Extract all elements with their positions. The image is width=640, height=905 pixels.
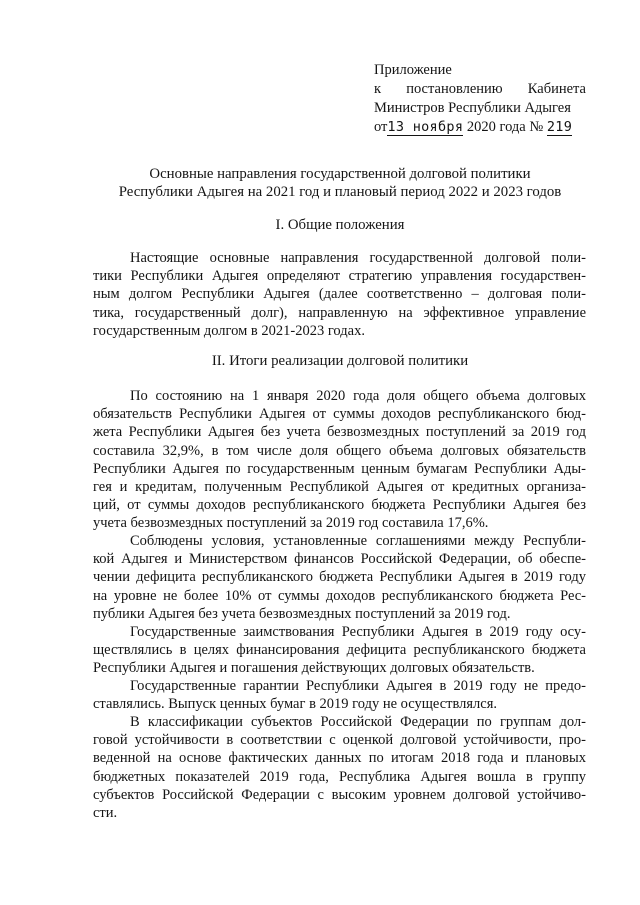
text-line: Соблюдены условия, установленные соглашениями между Республи- bbox=[130, 533, 586, 549]
text-line: тики Республики Адыгея определяют стратегию управления государствен- bbox=[93, 268, 586, 285]
paragraph-debt-share bbox=[93, 387, 586, 533]
text-line: ным долгом Республики Адыгея (далее соответственно – долговая поли- bbox=[93, 286, 586, 303]
appendix-ministry: Министров Республики Адыгея bbox=[374, 100, 571, 116]
text-line: обязательств Республики Адыгея от суммы доходов республиканского бюд- bbox=[93, 406, 586, 423]
text-line: субъектов Российской Федерации с высоким уровнем долговой устойчиво- bbox=[93, 786, 586, 803]
text-line: В классификации субъектов Российской Федерации по группам дол- bbox=[130, 714, 586, 730]
text-line: говой устойчивости в соответствии с оценкой долговой устойчивости, про- bbox=[93, 732, 586, 749]
text-line: на уровне не более 10% от суммы доходов республиканского бюджета Рес- bbox=[93, 587, 586, 604]
document-title bbox=[80, 165, 600, 201]
appendix-block bbox=[374, 61, 586, 137]
text-line: бюджетных показателей 2019 года, Республика Адыгея вошла в группу bbox=[93, 768, 586, 785]
text-line: По состоянию на 1 января 2020 года доля общего объема долговых bbox=[130, 388, 586, 404]
text-line: ществлялись в целях финансирования дефицита республиканского бюджета bbox=[93, 642, 586, 659]
text-line: Государственные заимствования Республики Адыгея в 2019 году осу- bbox=[130, 624, 586, 640]
appendix-label: Приложение bbox=[374, 62, 452, 78]
handwritten-number: 219 bbox=[546, 119, 573, 135]
text-line: сти. bbox=[93, 805, 118, 822]
paragraph-agreements bbox=[93, 532, 586, 623]
text-line: ставлялись. Выпуск ценных бумаг в 2019 году не осуществлялся. bbox=[93, 696, 498, 713]
date-suffix: 2020 года № bbox=[466, 119, 544, 135]
appendix-word: постановлению bbox=[406, 81, 503, 97]
text-line: веденной на основе фактических данных по итогам 2018 года и плановых bbox=[93, 750, 586, 767]
paragraph-guarantees bbox=[93, 677, 586, 713]
paragraph-intro bbox=[93, 249, 586, 340]
section-heading-1: I. Общие положения bbox=[275, 217, 405, 233]
text-line: Республики Адыгея и погашения действующих долговых обязательств. bbox=[93, 660, 535, 677]
title-line: Основные направления государственной долговой политики bbox=[149, 166, 531, 182]
text-line: кой Адыгея и Министерством финансов Российской Федерации, об обеспе- bbox=[93, 551, 586, 568]
date-prefix: от bbox=[374, 119, 388, 135]
handwritten-date: 13 ноября bbox=[387, 119, 464, 135]
text-line: учета безвозмездных поступлений за 2019 год составила 17,6%. bbox=[93, 515, 489, 532]
appendix-word: Кабинета bbox=[527, 81, 586, 97]
section-heading-2: II. Итоги реализации долговой политики bbox=[211, 353, 469, 369]
text-line: государственным долгом в 2021-2023 годах. bbox=[93, 322, 365, 339]
text-line: Государственные гарантии Республики Адыгея в 2019 году не предо- bbox=[130, 678, 586, 694]
paragraph-classification bbox=[93, 713, 586, 822]
text-line: составила 32,9%, в том числе доля общего объема долговых обязательств bbox=[93, 442, 586, 459]
appendix-resolution-line bbox=[374, 80, 586, 99]
text-line: жета Республики Адыгея без учета безвозмездных поступлений за 2019 год bbox=[93, 424, 586, 441]
text-line: тика, государственный долг), направленную на эффективное управление bbox=[93, 304, 586, 321]
appendix-date-line bbox=[374, 118, 586, 137]
text-line: Настоящие основные направления государственной долговой поли- bbox=[130, 250, 586, 266]
text-line: Республики Адыгея по государственным ценным бумагам Республики Ады- bbox=[93, 460, 586, 477]
text-line: публики Адыгея без учета безвозмездных поступлений за 2019 год. bbox=[93, 605, 511, 622]
title-line: Республики Адыгея на 2021 год и плановый период 2022 и 2023 годов bbox=[118, 184, 562, 200]
paragraph-borrowings bbox=[93, 623, 586, 678]
text-line: ций, от суммы доходов республиканского бюджета Республики Адыгея без bbox=[93, 497, 586, 514]
text-line: чении дефицита республиканского бюджета Республики Адыгея в 2019 году bbox=[93, 569, 586, 586]
text-line: гея и кредитам, полученным Республикой Адыгея от кредитных организа- bbox=[93, 479, 586, 496]
appendix-word: к bbox=[374, 81, 382, 97]
